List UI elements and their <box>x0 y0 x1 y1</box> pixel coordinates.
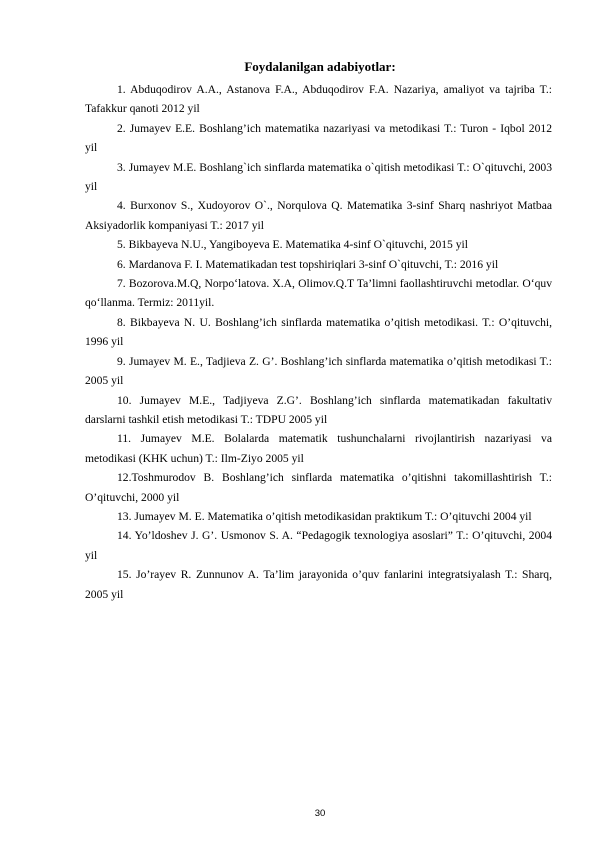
reference-item: 10. Jumayev M.E., Tadjiyeva Z.G’. Boshlang’ich sinflarda matematikadan fakultativ darslarni tashkil etish metodikasi T.: TDPU 2005 yil <box>85 393 552 426</box>
reference-list <box>85 80 552 604</box>
page-number: 30 <box>314 808 326 819</box>
reference-item: 12.Toshmurodov B. Boshlang’ich sinflarda matematika o’qitishni takomillashtirish T.: O’qituvchi, 2000 yil <box>85 471 552 504</box>
page-title: Foydalanilgan adabiyotlar: <box>244 59 396 74</box>
reference-item: 13. Jumayev M. E. Matematika o’qitish metodikasidan praktikum T.: O’qituvchi 2004 yil <box>117 509 532 523</box>
reference-item: 14. Yo’ldoshev J. G’. Usmonov S. A. “Pedagogik texnologiya asoslari” T.: O’qituvchi, 2004 yil <box>85 529 552 562</box>
reference-item: 5. Bikbayeva N.U., Yangiboyeva E. Matematika 4-sinf O`qituvchi, 2015 yil <box>117 238 468 252</box>
reference-item: 11. Jumayev M.E. Bolalarda matematik tushunchalarni rivojlantirish nazariyasi va metodikasi (KHK uchun) T.: Ilm-Ziyo 2005 yil <box>85 432 552 465</box>
reference-item: 9. Jumayev M. E., Tadjieva Z. G’. Boshlang’ich sinflarda matematika o’qitish metodikasi T.: 2005 yil <box>85 354 552 388</box>
reference-item: 15. Jo’rayev R. Zunnunov A. Ta’lim jarayonida o’quv fanlarini integratsiyalash T.: Sharq, 2005 yil <box>85 568 552 601</box>
reference-item: 7. Bozorova.M.Q, Norpo‘latova. X.A, Olimov.Q.T Ta’limni faollashtiruvchi metodlar. O‘quv qo‘llanma. Termiz: 2011yil. <box>85 277 552 310</box>
reference-item: 6. Mardanova F. I. Matematikadan test topshiriqlari 3-sinf O`qituvchi, T.: 2016 yil <box>117 257 499 271</box>
reference-item: 3. Jumayev M.E. Boshlang`ich sinflarda matematika o`qitish metodikasi T.: O`qituvchi, 2003 yil <box>85 160 552 194</box>
reference-item: 2. Jumayev E.E. Boshlang’ich matematika nazariyasi va metodikasi T.: Turon - Iqbol 2012 yil <box>85 121 552 155</box>
reference-item: 1. Abduqodirov A.A., Astanova F.A., Abduqodirov F.A. Nazariya, amaliyot va tajriba T.: Tafakkur qanoti 2012 yil <box>85 83 552 116</box>
reference-item: 4. Burxonov S., Xudoyorov O`., Norqulova Q. Matematika 3-sinf Sharq nashriyot Matbaa Aksiyadorlik kompaniyasi T.: 2017 yil <box>85 199 552 232</box>
reference-item: 8. Bikbayeva N. U. Boshlang’ich sinflarda matematika o’qitish metodikasi. T.: O’qituvchi, 1996 yil <box>85 315 552 349</box>
